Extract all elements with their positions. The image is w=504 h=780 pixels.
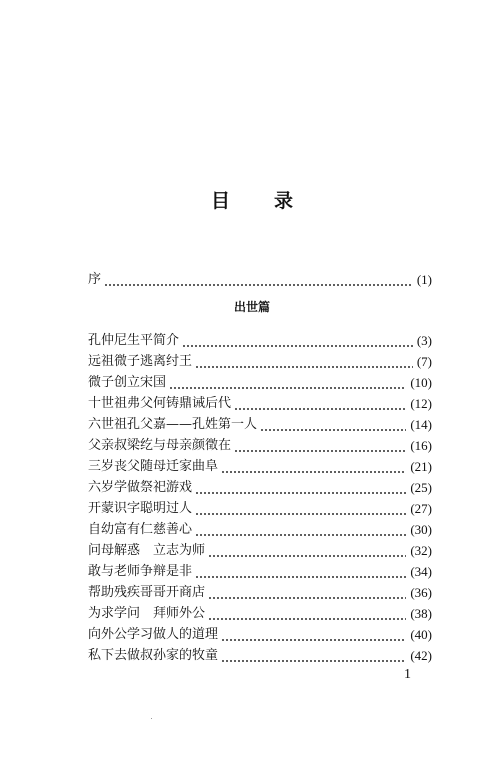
toc-entry-page: (14) (410, 417, 432, 432)
toc-entry[interactable] (88, 352, 432, 372)
toc-entry-page: (21) (410, 459, 432, 474)
toc-entry-page: (27) (410, 501, 432, 516)
toc-entry-label: 远祖微子逃离纣王 (88, 354, 193, 369)
dot-leader (195, 352, 413, 372)
toc-entry-label: 序 (88, 272, 102, 287)
section-heading: 出世篇 (233, 300, 270, 314)
title-char-2: 录 (274, 190, 294, 212)
dot-leader (195, 478, 406, 498)
toc-entry-page: (34) (410, 564, 432, 579)
toc-entry-label: 问母解惑 立志为师 (88, 543, 206, 558)
toc-entry-label: 为求学问 拜师外公 (88, 606, 206, 621)
dot-leader (260, 415, 406, 435)
dot-leader (104, 270, 413, 290)
dot-leader (208, 583, 406, 603)
dot-leader (182, 331, 413, 351)
dot-leader (234, 436, 406, 456)
dot-leader (208, 604, 406, 624)
toc-entry[interactable] (88, 562, 432, 582)
toc-entry-page: (1) (416, 272, 432, 287)
toc-entry-label: 微子创立宋国 (88, 375, 167, 390)
toc-entry-page: (10) (410, 375, 432, 390)
toc-entry-page: (30) (410, 522, 432, 537)
dot-leader (169, 373, 406, 393)
dot-leader (221, 625, 406, 645)
toc-entry-label: 六岁学做祭祀游戏 (88, 480, 193, 495)
toc-entry[interactable] (88, 415, 432, 435)
toc-entry-label: 父亲叔梁纥与母亲颜徵在 (88, 438, 232, 453)
toc-entry-page: (32) (410, 543, 432, 558)
toc-entry-label: 向外公学习做人的道理 (88, 627, 219, 642)
toc-entry[interactable] (88, 499, 432, 519)
page-number: 1 (404, 667, 411, 682)
toc-entry-page: (16) (410, 438, 432, 453)
toc-entry-label: 帮助残疾哥哥开商店 (88, 585, 206, 600)
toc-entry[interactable] (88, 457, 432, 477)
toc-entry-label: 十世祖弗父何铸鼎诫后代 (88, 396, 232, 411)
dot-leader (234, 394, 406, 414)
toc-entry[interactable] (88, 520, 432, 540)
toc-entry-label: 六世祖孔父嘉——孔姓第一人 (88, 417, 258, 432)
toc-entry-label: 开蒙识字聪明过人 (88, 501, 193, 516)
toc-entry-label: 敢与老师争辩是非 (88, 564, 193, 579)
toc-entry-page: (12) (410, 396, 432, 411)
toc-entry[interactable] (88, 541, 432, 561)
toc-entry[interactable] (88, 436, 432, 456)
toc-entry[interactable] (88, 646, 432, 666)
dot-leader (208, 541, 406, 561)
dot-leader (221, 646, 406, 666)
page-title (0, 186, 504, 213)
toc-entry[interactable] (88, 373, 432, 393)
toc-entry-page: (25) (410, 480, 432, 495)
toc-entry-label: 私下去做叔孙家的牧童 (88, 648, 219, 663)
toc-entry[interactable] (88, 604, 432, 624)
toc-entry-page: (40) (410, 627, 432, 642)
toc-entry-label: 三岁丧父随母迁家曲阜 (88, 459, 219, 474)
dot-leader (195, 562, 406, 582)
scan-speck (151, 718, 152, 719)
title-char-1: 目 (210, 190, 230, 212)
toc-entry-page: (3) (416, 333, 432, 348)
toc-entry-page: (7) (416, 354, 432, 369)
dot-leader (195, 520, 406, 540)
toc-entry-label: 自幼富有仁慈善心 (88, 522, 193, 537)
toc-entry-page: (38) (410, 606, 432, 621)
toc-entry-label: 孔仲尼生平简介 (88, 333, 180, 348)
toc-entry[interactable] (88, 394, 432, 414)
dot-leader (221, 457, 406, 477)
dot-leader (195, 499, 406, 519)
toc-entry[interactable] (88, 583, 432, 603)
toc-entry[interactable] (88, 478, 432, 498)
toc-entry[interactable] (88, 331, 432, 351)
toc-entry-page: (42) (410, 648, 432, 663)
toc-entry-preface[interactable] (88, 270, 432, 290)
toc-entry-page: (36) (410, 585, 432, 600)
toc-entry[interactable] (88, 625, 432, 645)
